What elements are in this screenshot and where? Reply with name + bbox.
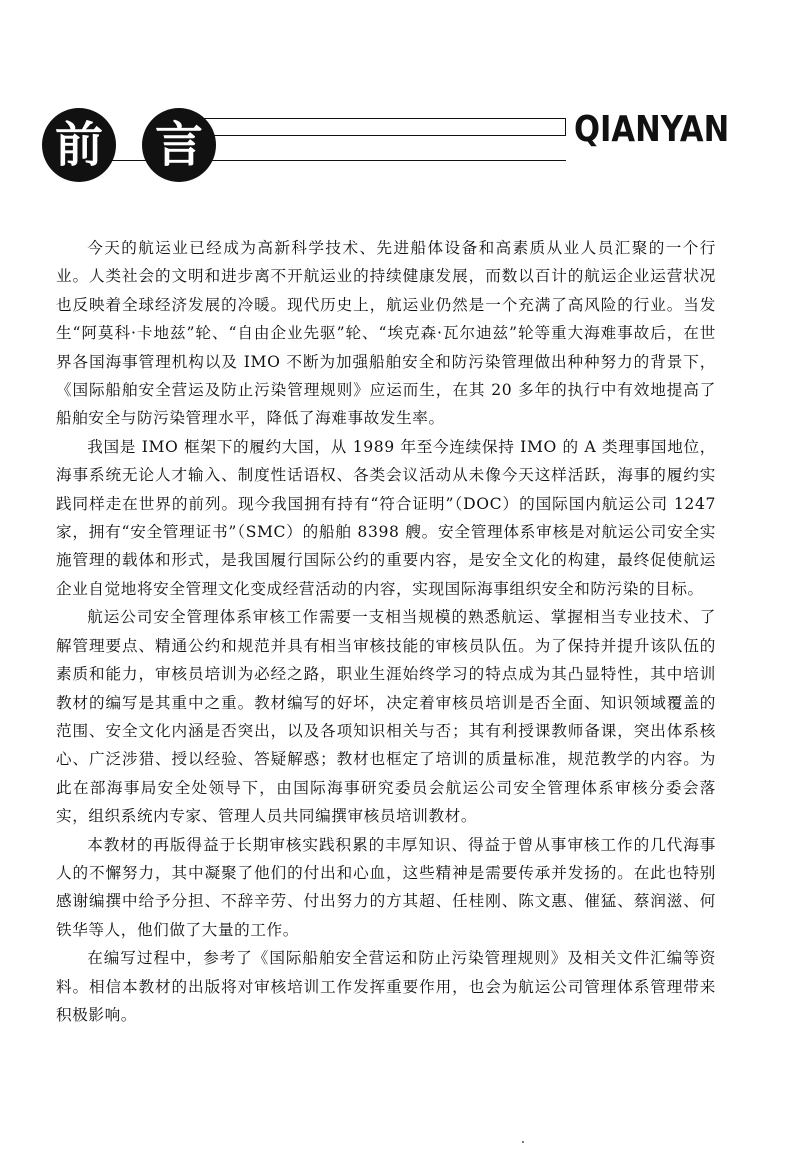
title-char-yan-badge: 言: [142, 108, 216, 182]
paragraph-5: 在编写过程中，参考了《国际船舶安全营运和防止污染管理规则》及相关文件汇编等资料。相信本教材的出版将对审核培训工作发挥重要作用，也会为航运公司管理体系管理带来积极影响。: [56, 949, 716, 1024]
header-rule-box: [186, 118, 566, 136]
paragraph-1: 今天的航运业已经成为高新科学技术、先进船体设备和高素质从业人员汇聚的一个行业。人类社会的文明和进步离不开航运业的持续健康发展，而数以百计的航运企业运营状况也反映着全球经济发展的冷暖。现代历史上，航运业仍然是一个充满了高风险的行业。当发生“阿莫科·卡地兹”轮、“自由企业先驱”轮、“埃克森·瓦尔迪兹”轮等重大海难事故后，在世界各国海事管理机构以及 IMO 不断为加强船舶安全和防污染管理做出种种努力的背景下，《国际船舶安全营运及防止污染管理规则》应运而生，在其 20 多年的执行中有效地提高了船舶安全与防污染管理水平，降低了海难事故发生率。: [56, 239, 716, 428]
paragraph-3: 航运公司安全管理体系审核工作需要一支相当规模的熟悉航运、掌握相当专业技术、了解管理要点、精通公约和规范并具有相当审核技能的审核员队伍。为了保持并提升该队伍的素质和能力，审核员培训为必经之路，职业生涯始终学习的特点成为其凸显特性，其中培训教材的编写是其重中之重。教材编写的好坏，决定着审核员培训是否全面、知识领域覆盖的范围、安全文化内涵是否突出，以及各项知识相关与否；其有利授课教师备课，突出体系核心、广泛涉猎、授以经验、答疑解惑；教材也框定了培训的质量标准，规范教学的内容。为此在部海事局安全处领导下，由国际海事研究委员会航运公司安全管理体系审核分委会落实，组织系统内专家、管理人员共同编撰审核员培训教材。: [56, 608, 716, 826]
paragraph-2: 我国是 IMO 框架下的履约大国，从 1989 年至今连续保持 IMO 的 A 类理事国地位，海事系统无论人才输入、制度性话语权、各类会议活动从未像今天这样活跃，海事的履约实践同样走在世界的前列。现今我国拥有持有“符合证明”（DOC）的国际国内航运公司 1247 家，拥有“安全管理证书”（SMC）的船舶 8398 艘。安全管理体系审核是对航运公司安全实施管理的载体和形式，是我国履行国际公约的重要内容，是安全文化的构建，最终促使航运企业自觉地将安全管理文化变成经营活动的内容，实现国际海事组织安全和防污染的目标。: [56, 437, 716, 598]
page-speck: [522, 1141, 524, 1143]
paragraph-4: 本教材的再版得益于长期审核实践积累的丰厚知识、得益于曾从事审核工作的几代海事人的不懈努力，其中凝聚了他们的付出和心血，这些精神是需要传承并发扬的。在此也特别感谢编撰中给予分担、不辞辛劳、付出努力的方其超、任桂刚、陈文惠、催猛、蔡润滋、何铁华等人，他们做了大量的工作。: [56, 835, 716, 939]
title-pinyin: QIANYAN: [574, 109, 730, 150]
preface-body: [56, 234, 716, 1029]
title-char-qian-badge: 前: [42, 108, 116, 182]
preface-header: [36, 104, 756, 184]
